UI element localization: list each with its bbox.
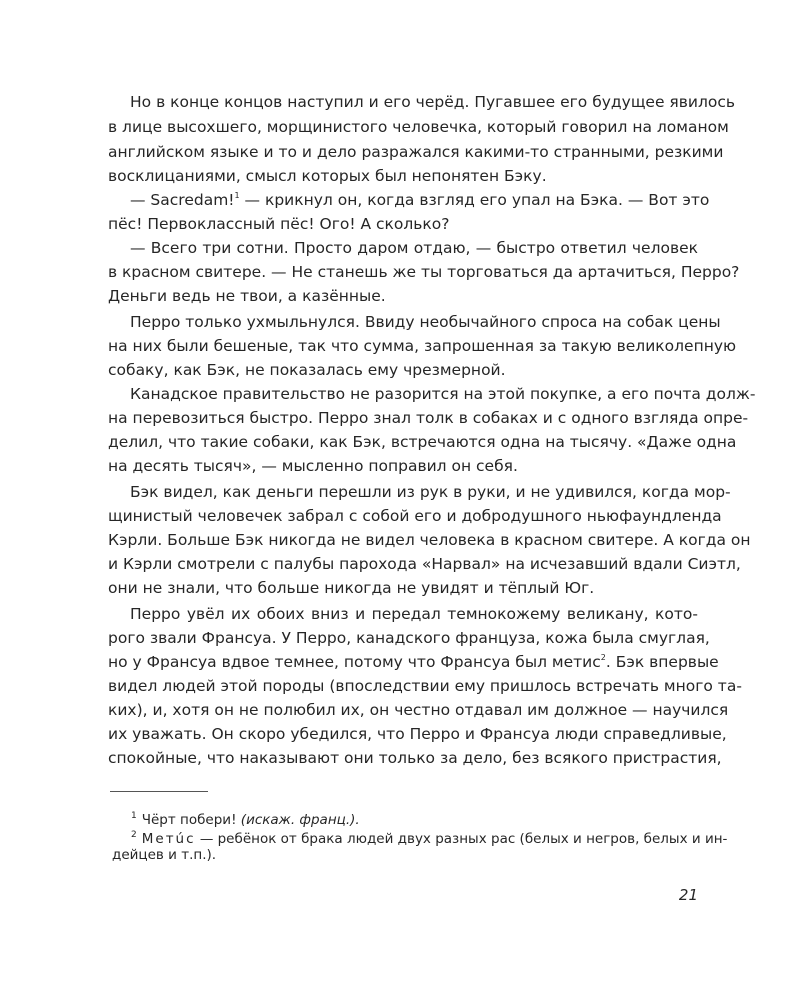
text-run: — Sacredam! [130,191,235,209]
text-line [108,650,719,674]
text-line: спокойные, что наказывают они только за дело, без всякого пристрастия, [108,749,722,767]
text-line: Деньги ведь не твои, а казённые. [108,287,386,305]
text-run: . Бэк впервые [605,653,719,671]
text-line: на перевозиться быстро. Перро знал толк в собаках и с одного взгляда опре- [108,409,749,427]
text-line: и Кэрли смотрели с палубы парохода «Нарвал» на исчезавший вдали Сиэтл, [108,555,741,573]
footnote-text: — ребёнок от брака людей двух разных рас (белых и негров, белых и ин- [195,831,728,847]
text-line: на десять тысяч», — мысленно поправил он себя. [108,457,518,475]
text-line: в лице высохшего, морщинистого человечка, который говорил на ломаном [108,118,729,136]
text-line: Кэрли. Больше Бэк никогда не видел человека в красном свитере. А когда он [108,531,751,549]
text-line: щинистый человечек забрал с собой его и добродушного ньюфаундленда [108,507,722,525]
footnote-italic: (искаж. франц.). [240,812,360,828]
text-line: ких), и, хотя он не полюбил их, он честно отдавал им должное — научился [108,701,729,719]
footnote-number: 1 [131,811,137,821]
text-line: собаку, как Бэк, не показалась ему чрезмерной. [108,361,506,379]
text-line: Бэк видел, как деньги перешли из рук в руки, и не удивился, когда мор- [130,483,731,501]
text-line: пёс! Первоклассный пёс! Ого! А сколько? [108,215,450,233]
footnote-ref: 2 [600,653,606,662]
text-line: их уважать. Он скоро убедился, что Перро и Франсуа люди справедливые, [108,725,727,743]
text-line: Но в конце концов наступил и его черёд. Пугавшее его будущее явилось [130,93,735,111]
page-number: 21 [678,886,698,904]
text-run: но у Франсуа вдвое темнее, потому что Франсуа был метис [108,653,601,671]
text-line: делил, что такие собаки, как Бэк, встречаются одна на тысячу. «Даже одна [108,433,737,451]
text-line: на них были бешеные, так что сумма, запрошенная за такую великолепную [108,337,737,355]
text-line: Перро только ухмыльнулся. Ввиду необычайного спроса на собак цены [130,313,721,331]
text-line: английском языке и то и дело разражался какими-то странными, резкими [108,143,724,161]
text-line: восклицаниями, смысл которых был непонятен Бэку. [108,167,547,185]
footnote-ref: 1 [234,191,240,200]
text-line: видел людей этой породы (впоследствии ему пришлось встречать много та- [108,677,742,695]
text-line: они не знали, что больше никогда не увидят и тёплый Юг. [108,579,595,597]
footnote-divider [110,791,208,792]
text-line: рого звали Франсуа. У Перро, канадского француза, кожа была смуглая, [108,629,710,647]
footnote-2-continued: дейцев и т.п.). [112,847,217,863]
footnote-text: Чёрт побери! [141,812,241,828]
footnote-number: 2 [131,830,137,840]
text-line: в красном свитере. — Не станешь же ты торговаться да артачиться, Перро? [108,263,740,281]
text-line [130,188,710,212]
text-line: Перро увёл их обоих вниз и передал темнокожему великану, кото- [130,605,698,623]
footnote-term: Метúс [141,831,196,847]
text-run: — крикнул он, когда взгляд его упал на Бэка. — Вот это [239,191,710,209]
text-line: Канадское правительство не разорится на этой покупке, а его почта долж- [130,385,756,403]
text-line: — Всего три сотни. Просто даром отдаю, — быстро ответил человек [130,239,698,257]
